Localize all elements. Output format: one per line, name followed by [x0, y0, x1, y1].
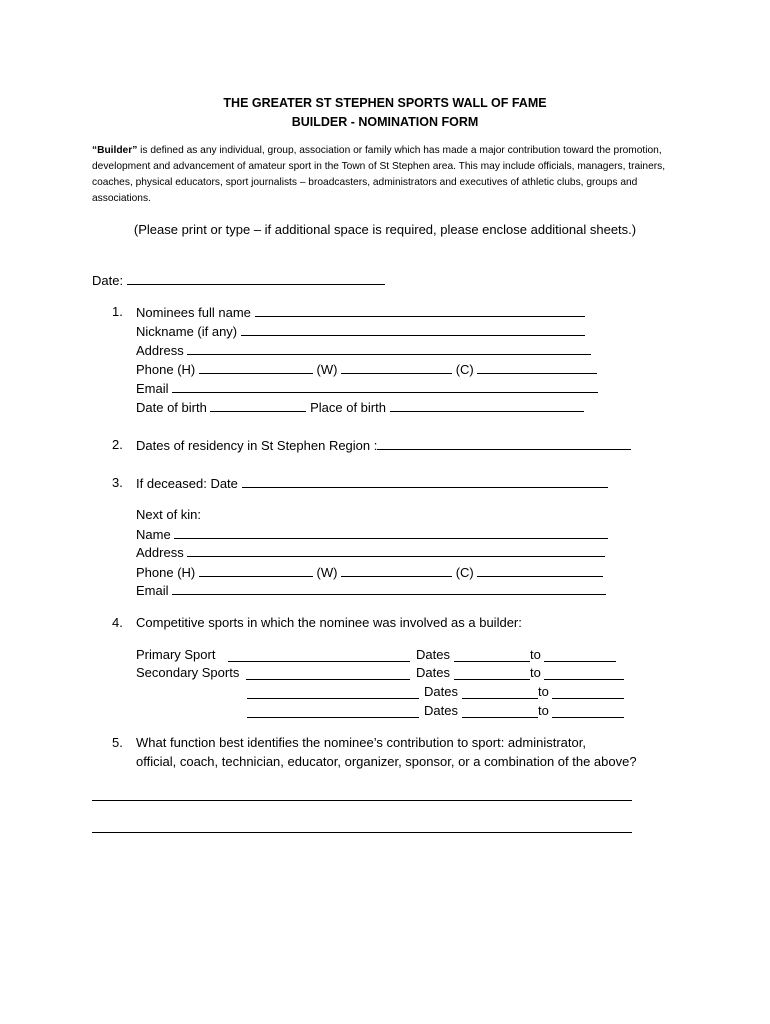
- primary-dates-label: Dates: [416, 647, 450, 662]
- kin-name-field[interactable]: [174, 526, 608, 539]
- nickname-row: [136, 323, 585, 339]
- secondary-date-from-field-3[interactable]: [462, 717, 538, 718]
- kin-phone-row: [136, 564, 603, 580]
- kin-phone-h-label: Phone (H): [136, 565, 196, 580]
- kin-address-row: [136, 544, 605, 560]
- date-label: Date:: [92, 273, 124, 288]
- phone-w-field[interactable]: [341, 361, 452, 374]
- section-5-number: 5.: [112, 735, 123, 750]
- kin-name-row: [136, 526, 608, 542]
- secondary-date-to-field-1[interactable]: [544, 679, 624, 680]
- phone-c-label: (C): [455, 362, 474, 377]
- primary-sport-label: Primary Sport: [136, 647, 216, 662]
- function-answer-line-1[interactable]: [92, 800, 632, 801]
- primary-date-from-field[interactable]: [454, 661, 530, 662]
- residency-row: [136, 437, 631, 453]
- primary-sport-field[interactable]: [228, 661, 410, 662]
- residency-field[interactable]: [377, 437, 631, 450]
- dob-label: Date of birth: [136, 400, 207, 415]
- email-row: [136, 380, 598, 396]
- function-question-line2: official, coach, technician, educator, organizer, sponsor, or a combination of the above?: [136, 754, 637, 769]
- definition-term: “Builder”: [92, 145, 138, 156]
- pob-label: Place of birth: [310, 400, 386, 415]
- date-field[interactable]: [127, 272, 385, 285]
- full-name-label: Nominees full name: [136, 305, 251, 320]
- section-3-number: 3.: [112, 475, 123, 490]
- email-label: Email: [136, 381, 169, 396]
- next-of-kin-label: Next of kin:: [136, 507, 202, 522]
- secondary-sport-field-3[interactable]: [247, 717, 419, 718]
- instruction-note: (Please print or type – if additional space is required, please enclose additional sheets.): [133, 222, 637, 237]
- secondary-date-from-field-1[interactable]: [454, 679, 530, 680]
- secondary-dates-label-1: Dates: [416, 665, 450, 680]
- email-field[interactable]: [172, 380, 598, 393]
- kin-phone-w-label: (W): [316, 565, 338, 580]
- secondary-dates-label-3: Dates: [424, 703, 458, 718]
- deceased-row: [136, 475, 608, 491]
- kin-email-row: [136, 582, 606, 598]
- secondary-date-to-field-2[interactable]: [552, 698, 624, 699]
- deceased-label: If deceased: Date: [136, 476, 238, 491]
- residency-label: Dates of residency in St Stephen Region :: [136, 438, 378, 453]
- secondary-dates-label-2: Dates: [424, 684, 458, 699]
- phone-h-label: Phone (H): [136, 362, 196, 377]
- section-1-number: 1.: [112, 304, 123, 319]
- address-row: [136, 342, 591, 358]
- function-question-line1: What function best identifies the nominee’s contribution to sport: administrator,: [136, 735, 586, 750]
- secondary-to-label-3: to: [538, 703, 549, 718]
- full-name-field[interactable]: [255, 304, 585, 317]
- secondary-date-from-field-2[interactable]: [462, 698, 538, 699]
- secondary-to-label-2: to: [538, 684, 549, 699]
- definition-text: is defined as any individual, group, association or family which has made a major contribution toward the promotion, development and advancement of amateur sport in the Town of St Stephen area. This may include officials, managers, trainers, coaches, physical educators, sport journalists – broadcasters, administrators and executives of athletic clubs, groups and associations.: [92, 145, 666, 204]
- deceased-date-field[interactable]: [242, 475, 608, 488]
- section-4-number: 4.: [112, 615, 123, 630]
- kin-phone-c-field[interactable]: [477, 564, 603, 577]
- secondary-to-label-1: to: [530, 665, 541, 680]
- birth-row: [136, 399, 584, 415]
- kin-address-field[interactable]: [187, 544, 605, 557]
- kin-phone-c-label: (C): [455, 565, 474, 580]
- address-label: Address: [136, 343, 184, 358]
- kin-email-field[interactable]: [172, 582, 606, 595]
- nickname-field[interactable]: [241, 323, 585, 336]
- nickname-label: Nickname (if any): [136, 324, 238, 339]
- function-answer-line-2[interactable]: [92, 832, 632, 833]
- form-title: THE GREATER ST STEPHEN SPORTS WALL OF FAME: [223, 96, 547, 110]
- kin-name-label: Name: [136, 527, 171, 542]
- builder-definition: [92, 143, 692, 207]
- full-name-row: [136, 304, 585, 320]
- primary-to-label: to: [530, 647, 541, 662]
- form-subtitle: BUILDER - NOMINATION FORM: [291, 115, 479, 129]
- kin-phone-h-field[interactable]: [199, 564, 313, 577]
- sports-question: Competitive sports in which the nominee was involved as a builder:: [136, 615, 522, 630]
- primary-date-to-field[interactable]: [544, 661, 616, 662]
- secondary-sport-field-2[interactable]: [247, 698, 419, 699]
- secondary-sport-field-1[interactable]: [246, 679, 410, 680]
- phone-row: [136, 361, 597, 377]
- dob-field[interactable]: [210, 399, 306, 412]
- phone-h-field[interactable]: [199, 361, 313, 374]
- pob-field[interactable]: [390, 399, 584, 412]
- date-row: [92, 272, 385, 288]
- kin-phone-w-field[interactable]: [341, 564, 452, 577]
- phone-w-label: (W): [316, 362, 338, 377]
- secondary-date-to-field-3[interactable]: [552, 717, 624, 718]
- address-field[interactable]: [187, 342, 591, 355]
- kin-address-label: Address: [136, 545, 184, 560]
- section-2-number: 2.: [112, 437, 123, 452]
- secondary-sports-label: Secondary Sports: [136, 665, 240, 680]
- kin-email-label: Email: [136, 583, 169, 598]
- phone-c-field[interactable]: [477, 361, 597, 374]
